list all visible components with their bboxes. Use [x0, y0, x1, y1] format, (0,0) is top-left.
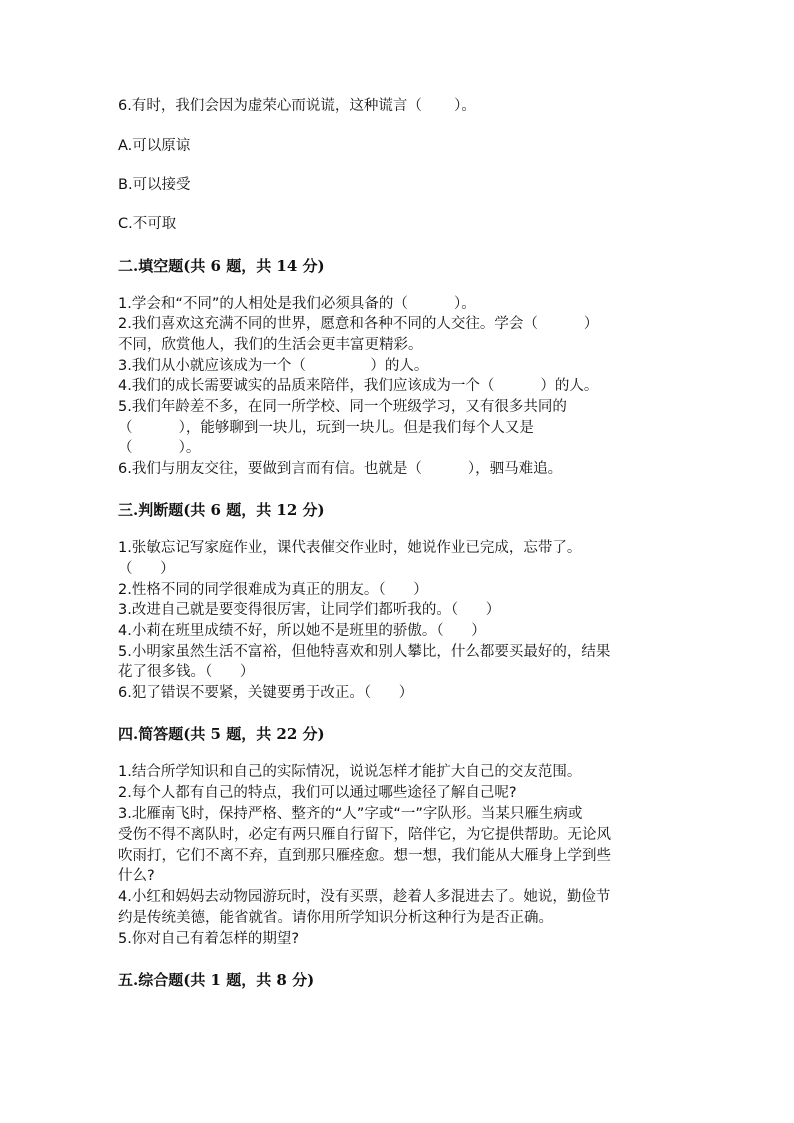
- fill-blank-line: 6.我们与朋友交往，要做到言而有信。也就是（ ），驷马难追。: [118, 461, 563, 477]
- section-heading-fill-blank: 二.填空题(共 6 题，共 14 分): [118, 257, 325, 275]
- option-a: A.可以原谅: [118, 138, 191, 154]
- short-answer-line: 吹雨打，它们不离不弃，直到那只雁痊愈。想一想，我们能从大雁身上学到些: [118, 848, 611, 864]
- fill-blank-line: 2.我们喜欢这充满不同的世界，愿意和各种不同的人交往。学会（ ）: [118, 316, 599, 332]
- judgement-line: 4.小莉在班里成绩不好，所以她不是班里的骄傲。（ ）: [118, 623, 486, 639]
- fill-blank-line: （ ），能够聊到一块儿，玩到一块儿。但是我们每个人又是: [118, 420, 534, 436]
- fill-blank-line: 3.我们从小就应该成为一个（ ）的人。: [118, 358, 429, 374]
- short-answer-line: 2.每个人都有自己的特点，我们可以通过哪些途径了解自己呢?: [118, 785, 517, 801]
- fill-blank-line: （ ）。: [118, 440, 201, 456]
- short-answer-line: 3.北雁南飞时，保持严格、整齐的“人”字或“一”字队形。当某只雁生病或: [118, 806, 583, 822]
- section-heading-judgement: 三.判断题(共 6 题，共 12 分): [118, 501, 325, 519]
- fill-blank-line: 4.我们的成长需要诚实的品质来陪伴，我们应该成为一个（ ）的人。: [118, 378, 599, 394]
- judgement-line: 6.犯了错误不要紧，关键要勇于改正。（ ）: [118, 685, 414, 701]
- short-answer-line: 什么?: [118, 868, 155, 884]
- short-answer-line: 约是传统美德，能省就省。请你用所学知识分析这种行为是否正确。: [118, 910, 553, 926]
- judgement-line: 1.张敏忘记写家庭作业，课代表催交作业时，她说作业已完成，忘带了。: [118, 540, 582, 556]
- judgement-line: 5.小明家虽然生活不富裕，但他特喜欢和别人攀比，什么都要买最好的，结果: [118, 644, 611, 660]
- judgement-line: 3.改进自己就是要变得很厉害，让同学们都听我的。（ ）: [118, 602, 501, 618]
- short-answer-line: 1.结合所学知识和自己的实际情况，说说怎样才能扩大自己的交友范围。: [118, 764, 582, 780]
- option-b: B.可以接受: [118, 177, 191, 193]
- fill-blank-line: 1.学会和“不同”的人相处是我们必须具备的（ ）。: [118, 296, 476, 312]
- judgement-line: （ ）: [118, 561, 175, 577]
- option-c: C.不可取: [118, 216, 177, 232]
- short-answer-line: 4.小红和妈妈去动物园游玩时，没有买票，趁着人多混进去了。她说，勤俭节: [118, 889, 611, 905]
- judgement-line: 2.性格不同的同学很难成为真正的朋友。（ ）: [118, 582, 428, 598]
- short-answer-line: 受伤不得不离队时，必定有两只雁自行留下，陪伴它，为它提供帮助。无论风: [118, 827, 611, 843]
- short-answer-line: 5.你对自己有着怎样的期望?: [118, 931, 300, 947]
- section-heading-comprehensive: 五.综合题(共 1 题，共 8 分): [118, 971, 315, 989]
- fill-blank-line: 5.我们年龄差不多，在同一所学校、同一个班级学习，又有很多共同的: [118, 399, 567, 415]
- section-heading-short-answer: 四.简答题(共 5 题，共 22 分): [118, 725, 325, 743]
- question-6-stem: 6.有时，我们会因为虚荣心而说谎，这种谎言（ ）。: [118, 98, 476, 114]
- judgement-line: 花了很多钱。（ ）: [118, 664, 255, 680]
- fill-blank-line: 不同，欣赏他人，我们的生活会更丰富更精彩。: [118, 337, 423, 353]
